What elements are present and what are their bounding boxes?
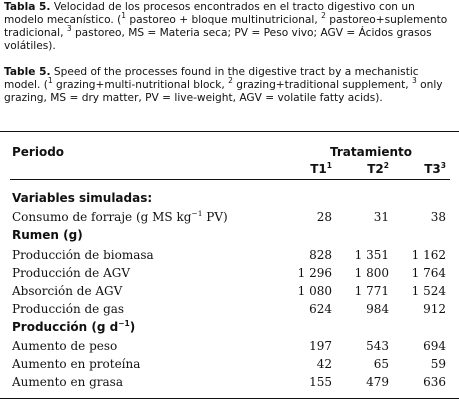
section-variables: Variables simuladas:: [12, 191, 153, 205]
table-top-rule: [0, 131, 459, 132]
cell-produccion-agv-t2: 1 800: [354, 266, 389, 280]
row-label-grasa: Aumento en grasa: [12, 375, 123, 389]
caption-en-text-b: grazing+multi-nutritional block,: [52, 79, 229, 91]
caption-spanish: [4, 1, 457, 53]
caption-es-sup2: 2: [321, 11, 326, 20]
header-periodo: Periodo: [12, 145, 65, 159]
cell-proteina-t2: 65: [373, 357, 389, 371]
header-t3-sup: 3: [440, 161, 446, 170]
header-t2: [326, 161, 389, 177]
produccion-label-b: ): [129, 320, 136, 334]
caption-en-text-a: Speed of the processes found in the digestive tract by a mechanistic model. (: [4, 66, 419, 91]
caption-english: [4, 66, 457, 105]
caption-es-sup3: 3: [66, 24, 72, 33]
section-produccion: [12, 319, 135, 335]
cell-peso-t3: 694: [423, 339, 446, 353]
caption-en-label: Table 5.: [4, 66, 51, 78]
cell-forraje-t2: 31: [373, 210, 389, 224]
forraje-label-sup: −1: [191, 209, 203, 218]
caption-es-text-b: pastoreo + bloque multinutricional,: [126, 14, 322, 26]
cell-proteina-t1: 42: [316, 357, 332, 371]
caption-es-label: Tabla 5.: [4, 1, 51, 13]
forraje-label-b: PV): [202, 210, 228, 224]
caption-en-text-d: only grazing, MS = dry matter, PV = live-weight, AGV = volatile fatty acids).: [4, 79, 443, 104]
cell-proteina-t3: 59: [430, 357, 446, 371]
header-t1-sup: 1: [326, 161, 332, 170]
caption-es-sup1: 1: [121, 11, 127, 20]
row-label-proteina: Aumento en proteína: [12, 357, 141, 371]
forraje-label-a: Consumo de forraje (g MS kg: [12, 210, 192, 224]
cell-absorcion-agv-t2: 1 771: [354, 284, 389, 298]
header-t1: [272, 161, 332, 177]
cell-peso-t1: 197: [309, 339, 332, 353]
caption-en-text-c: grazing+traditional supplement,: [232, 79, 413, 91]
cell-grasa-t3: 636: [423, 375, 446, 389]
cell-grasa-t1: 155: [309, 375, 332, 389]
cell-biomasa-t1: 828: [309, 248, 332, 262]
cell-biomasa-t3: 1 162: [411, 248, 446, 262]
cell-absorcion-agv-t1: 1 080: [297, 284, 332, 298]
header-t2-sup: 2: [383, 161, 389, 170]
cell-peso-t2: 543: [366, 339, 389, 353]
caption-es-text-a: Velocidad de los procesos encontrados en el tracto digestivo con un modelo mecanístico. (: [4, 1, 415, 26]
cell-gas-t3: 912: [423, 302, 446, 316]
row-label-produccion-agv: Producción de AGV: [12, 266, 131, 280]
caption-en-sup1: 1: [47, 76, 53, 85]
cell-forraje-t1: 28: [316, 210, 332, 224]
header-t3-label: T3: [424, 162, 441, 176]
caption-en-sup3: 3: [412, 76, 417, 85]
header-t1-label: T1: [310, 162, 327, 176]
table-header-rule: [10, 179, 450, 180]
cell-produccion-agv-t3: 1 764: [411, 266, 446, 280]
produccion-label-sup: −1: [118, 319, 130, 328]
cell-forraje-t3: 38: [430, 210, 446, 224]
row-label-peso: Aumento de peso: [12, 339, 118, 353]
header-t3: [383, 161, 446, 177]
caption-es-text-c: pastoreo+suplemento tradicional,: [4, 14, 448, 39]
row-label-forraje: [12, 209, 228, 225]
section-rumen: Rumen (g): [12, 228, 83, 242]
caption-es-text-d: pastoreo, MS = Materia seca; PV = Peso vivo; AGV = Ácidos grasos volátiles).: [4, 27, 432, 52]
produccion-label-a: Producción (g d: [12, 320, 119, 334]
caption-en-sup2: 2: [228, 76, 233, 85]
cell-gas-t2: 984: [366, 302, 389, 316]
header-t2-label: T2: [367, 162, 384, 176]
cell-absorcion-agv-t3: 1 524: [411, 284, 446, 298]
cell-grasa-t2: 479: [366, 375, 389, 389]
row-label-biomasa: Producción de biomasa: [12, 248, 154, 262]
header-tratamiento: Tratamiento: [330, 145, 412, 159]
row-label-gas: Producción de gas: [12, 302, 125, 316]
cell-produccion-agv-t1: 1 296: [297, 266, 332, 280]
cell-biomasa-t2: 1 351: [354, 248, 389, 262]
row-label-absorcion-agv: Absorción de AGV: [12, 284, 123, 298]
table-bottom-rule: [0, 398, 459, 399]
cell-gas-t1: 624: [309, 302, 332, 316]
